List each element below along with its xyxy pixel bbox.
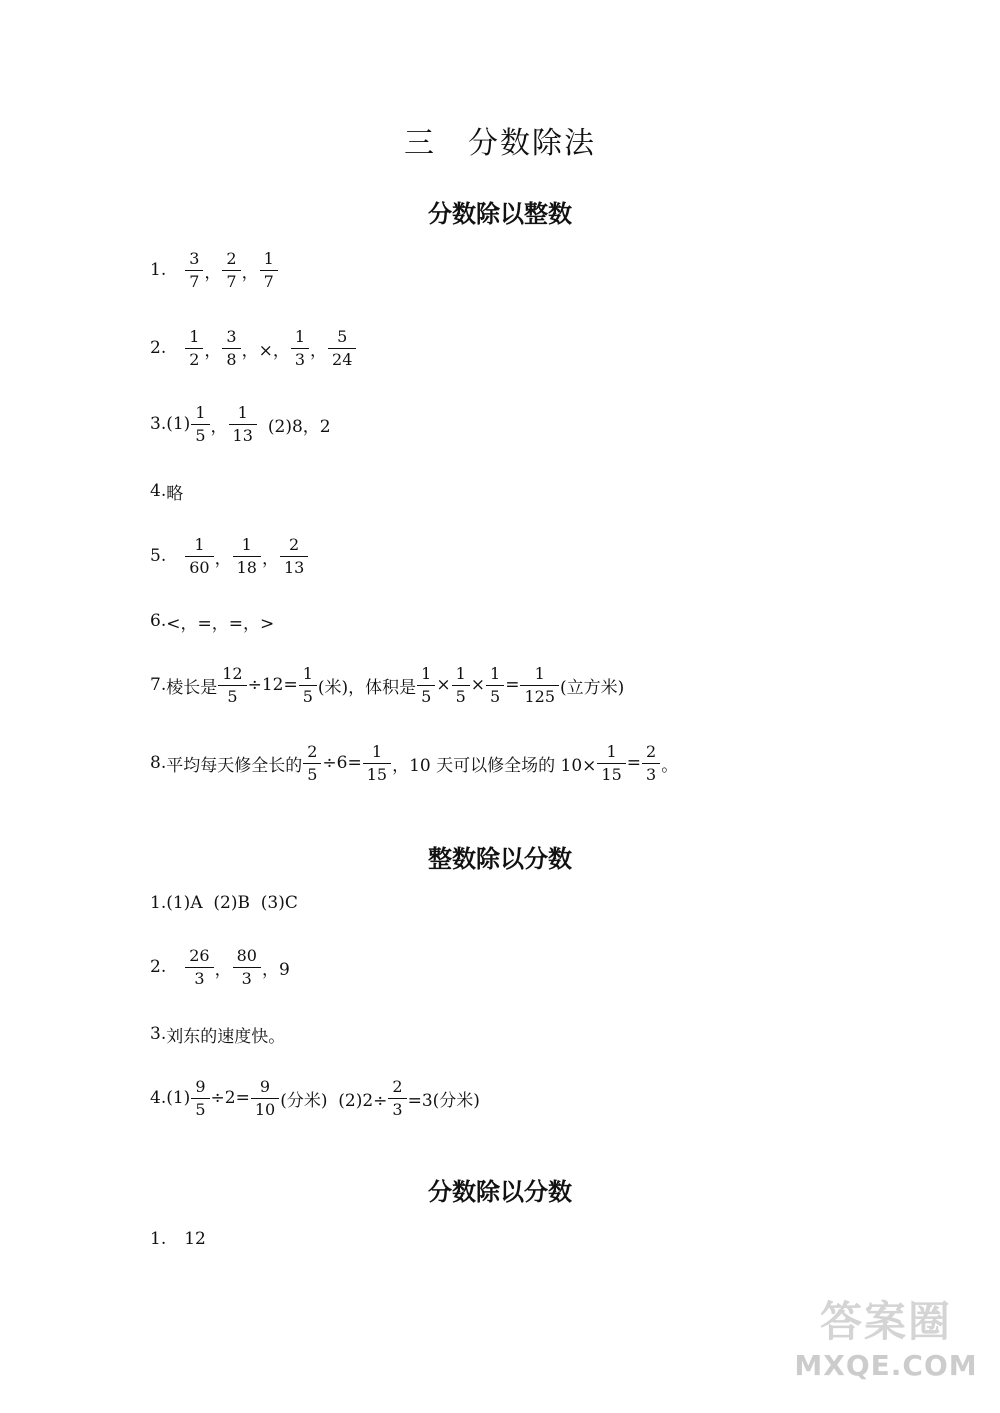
- fraction: $\frac{1}{15}$: [365, 744, 389, 783]
- answer-text: 12: [184, 1229, 206, 1249]
- fraction: $\frac{12}{5}$: [220, 666, 244, 705]
- fraction: $\frac{1}{2}$: [187, 329, 201, 368]
- answer-line-3-1: [150, 1214, 206, 1264]
- fraction: $\frac{3}{7}$: [187, 251, 201, 290]
- fraction: $\frac{9}{5}$: [193, 1079, 207, 1118]
- fraction: $\frac{1}{5}$: [454, 666, 468, 705]
- answer-text: ，10 天可以修全场的 10×: [392, 755, 597, 776]
- answer-line-1-4: [150, 466, 183, 516]
- answer-text: 略: [166, 483, 184, 504]
- answer-text: =3(分米): [407, 1090, 480, 1111]
- answer-text: 平均每天修全长的: [166, 755, 303, 776]
- watermark-logo: [786, 1289, 986, 1409]
- fraction: $\frac{1}{5}$: [301, 666, 315, 705]
- answer-line-2-1: [150, 878, 298, 928]
- separator: ，×，: [241, 340, 290, 361]
- separator: ，: [204, 340, 222, 361]
- fraction: $\frac{2}{3}$: [390, 1079, 404, 1118]
- item-label: 3.: [150, 1024, 167, 1044]
- fraction: $\frac{2}{7}$: [224, 251, 238, 290]
- item-label: 3.: [150, 414, 167, 434]
- answer-text: (米)，体积是: [317, 677, 417, 698]
- fraction: $\frac{2}{5}$: [305, 744, 319, 783]
- section-title-2: 整数除以分数: [428, 845, 572, 873]
- fraction: $\frac{1}{18}$: [235, 537, 259, 576]
- fraction: $\frac{1}{60}$: [187, 537, 211, 576]
- answer-text: ÷12=: [247, 675, 298, 695]
- fraction: $\frac{9}{10}$: [253, 1079, 277, 1118]
- answer-line-1-2: [150, 323, 357, 373]
- item-label: 6.: [150, 611, 167, 631]
- answer-text: (立方米): [560, 677, 625, 698]
- answer-line-1-5: [150, 531, 309, 581]
- watermark-top: 答案圈: [819, 1297, 952, 1346]
- answer-line-2-3: [150, 1009, 285, 1059]
- answer-line-1-1: [150, 245, 279, 295]
- watermark-url: MXQE.COM: [794, 1349, 978, 1382]
- sub-label: (1): [166, 414, 191, 434]
- chapter-title: 三 分数除法: [404, 126, 596, 161]
- answer-text: ÷6=: [322, 753, 362, 773]
- answer-line-2-2: [150, 942, 290, 992]
- fraction: $\frac{1}{125}$: [522, 666, 557, 705]
- answer-text: (1)A (2)B (3)C: [166, 893, 298, 913]
- separator: ，: [241, 262, 259, 283]
- fraction: $\frac{2}{13}$: [282, 537, 306, 576]
- answer-text: ×: [470, 675, 486, 695]
- answer-text: =: [626, 753, 642, 773]
- item-label: 5.: [150, 546, 167, 566]
- answer-text: ×: [436, 675, 451, 695]
- item-label: 4.: [150, 481, 167, 501]
- fraction: $\frac{1}{3}$: [293, 329, 307, 368]
- answer-text: =: [505, 675, 520, 695]
- item-label: 1.: [150, 260, 167, 280]
- answer-line-1-8: [150, 738, 678, 788]
- answer-text: ，9: [261, 959, 290, 980]
- separator: ，: [214, 548, 232, 569]
- separator: ，: [204, 262, 222, 283]
- separator: ，: [214, 959, 232, 980]
- answer-text: <，=，=，>: [166, 613, 275, 634]
- fraction: $\frac{1}{7}$: [262, 251, 276, 290]
- fraction: $\frac{1}{5}$: [419, 666, 433, 705]
- answer-line-2-4: [150, 1073, 480, 1123]
- fraction: $\frac{1}{13}$: [231, 405, 255, 444]
- answer-line-1-6: [150, 596, 274, 646]
- sub-label: (1): [166, 1088, 191, 1108]
- fraction: $\frac{26}{3}$: [187, 948, 211, 987]
- fraction: $\frac{1}{15}$: [599, 744, 623, 783]
- answer-line-1-3: [150, 399, 331, 449]
- fraction: $\frac{5}{24}$: [330, 329, 354, 368]
- fraction: $\frac{80}{3}$: [235, 948, 259, 987]
- answer-text: (2)8，2: [267, 416, 331, 437]
- item-label: 1.: [150, 1229, 167, 1249]
- item-label: 8.: [150, 753, 167, 773]
- separator: ，: [210, 416, 228, 437]
- fraction: $\frac{1}{5}$: [193, 405, 207, 444]
- section-title-1: 分数除以整数: [428, 200, 572, 228]
- answer-text: ÷2=: [210, 1088, 250, 1108]
- item-label: 7.: [150, 675, 167, 695]
- fraction: $\frac{2}{3}$: [644, 744, 658, 783]
- item-label: 4.: [150, 1088, 167, 1108]
- item-label: 2.: [150, 338, 167, 358]
- item-label: 1.: [150, 893, 167, 913]
- fraction: $\frac{1}{5}$: [488, 666, 502, 705]
- separator: ，: [310, 340, 328, 361]
- item-label: 2.: [150, 957, 167, 977]
- answer-text: (分米) (2)2÷: [280, 1090, 388, 1111]
- separator: ，: [261, 548, 279, 569]
- answer-text: 刘东的速度快。: [166, 1026, 286, 1047]
- answer-line-1-7: [150, 660, 624, 710]
- answer-text: 棱长是: [166, 677, 218, 698]
- section-title-3: 分数除以分数: [428, 1178, 572, 1206]
- answer-text: 。: [661, 755, 679, 776]
- fraction: $\frac{3}{8}$: [224, 329, 238, 368]
